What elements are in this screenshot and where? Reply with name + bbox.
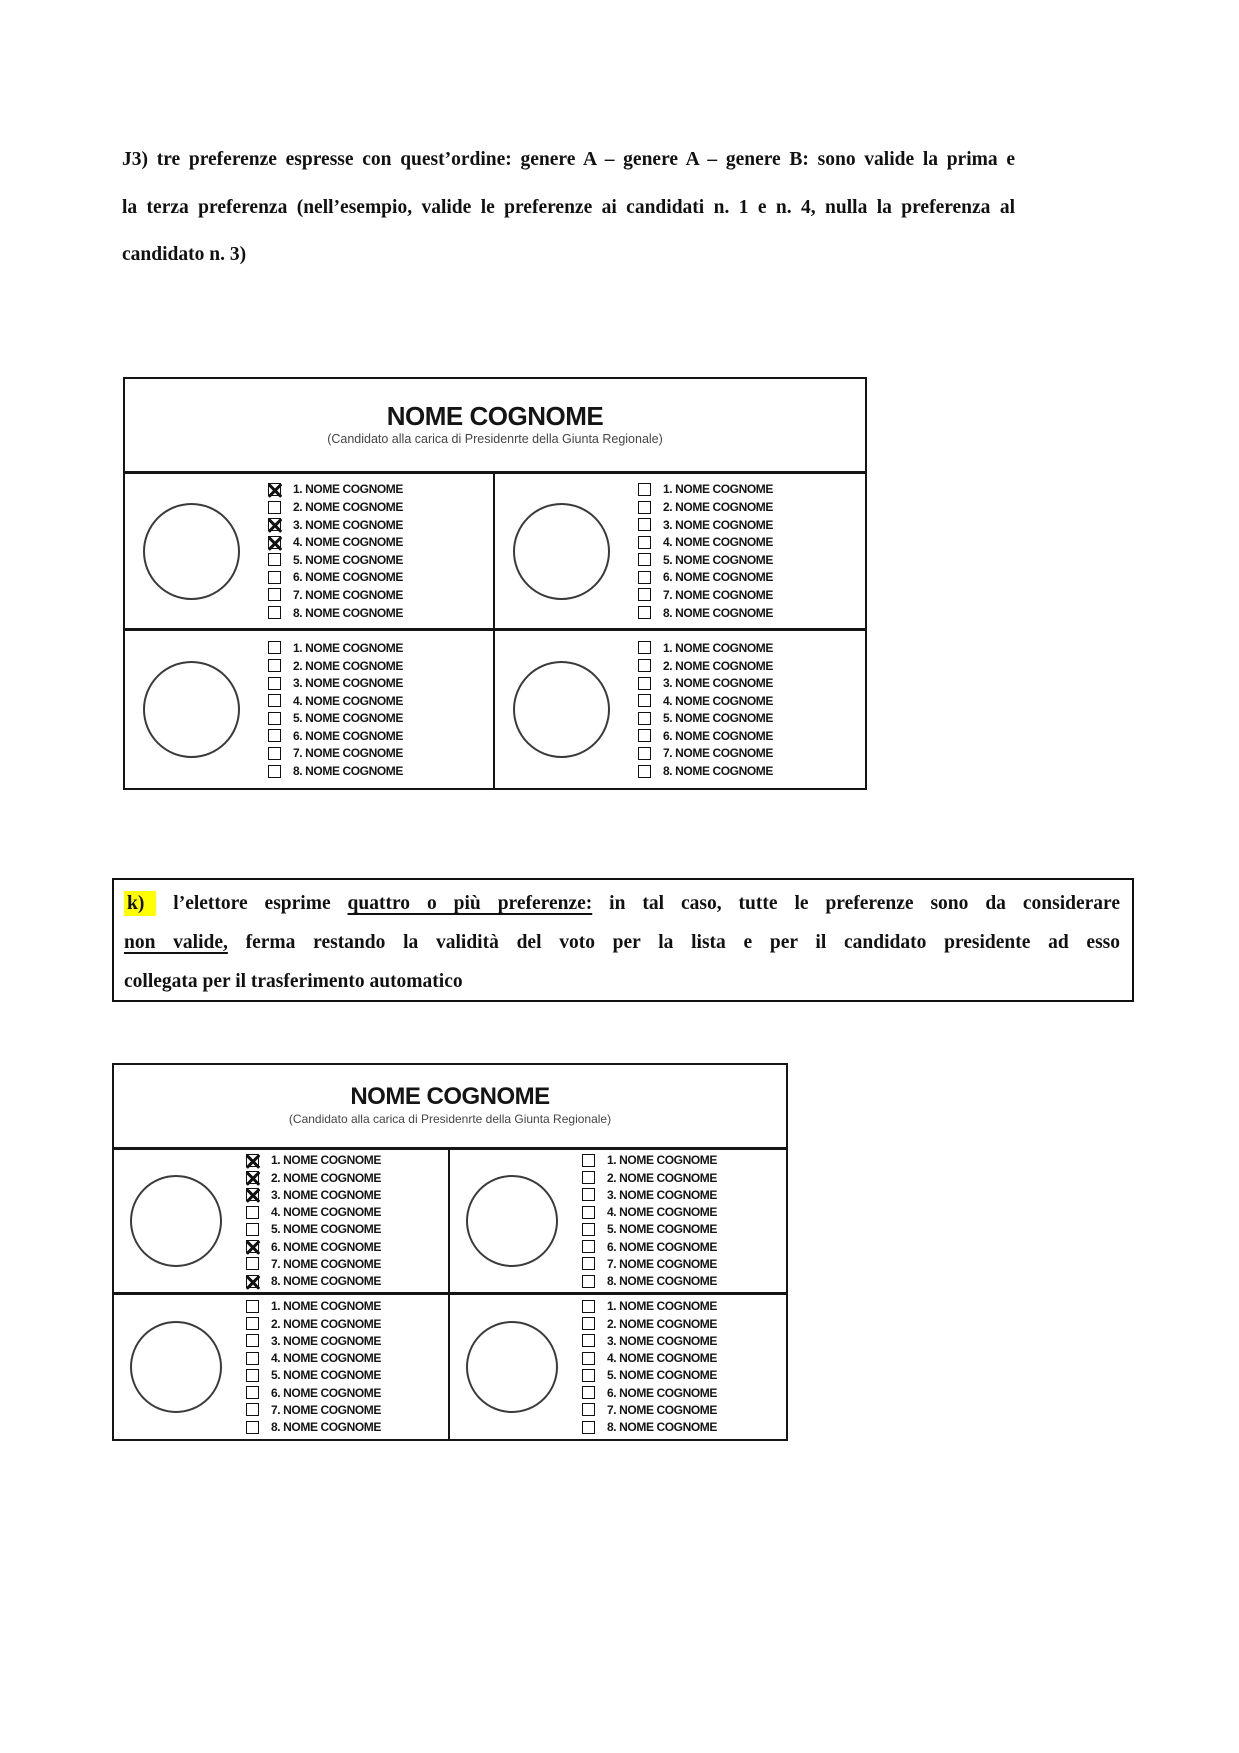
- preference-checkbox[interactable]: [268, 641, 281, 654]
- preference-checkbox[interactable]: [246, 1223, 259, 1236]
- preference-label: 7. NOME COGNOME: [607, 1402, 718, 1417]
- preference-label: 4. NOME COGNOME: [293, 535, 404, 550]
- preference-label: 8. NOME COGNOME: [607, 1274, 718, 1289]
- list-symbol-circle[interactable]: [466, 1321, 558, 1413]
- paragraph-line: candidato n. 3): [122, 244, 247, 265]
- preference-row: [268, 710, 403, 728]
- preference-checkbox[interactable]: [268, 501, 281, 514]
- preference-list: [246, 1152, 381, 1290]
- preference-checkbox[interactable]: [582, 1171, 595, 1184]
- ballot-candidate-role: (Candidato alla carica di Presidenrte della Giunta Regionale): [288, 1112, 612, 1126]
- preference-row: [246, 1273, 381, 1290]
- ballot-quadrant: [125, 631, 495, 788]
- preference-row: [582, 1332, 717, 1349]
- preference-label: 6. NOME COGNOME: [663, 570, 774, 585]
- preference-row: [638, 762, 773, 780]
- preference-row: [582, 1349, 717, 1366]
- preference-checkbox[interactable]: [268, 747, 281, 760]
- preference-label: 8. NOME COGNOME: [607, 1420, 718, 1435]
- preference-checkbox[interactable]: [638, 553, 651, 566]
- preference-label: 4. NOME COGNOME: [293, 693, 404, 708]
- preference-label: 8. NOME COGNOME: [663, 605, 774, 620]
- preference-checkbox[interactable]: [638, 606, 651, 619]
- preference-label: 1. NOME COGNOME: [293, 482, 404, 497]
- preference-row: [246, 1221, 381, 1238]
- preference-label: 5. NOME COGNOME: [607, 1222, 718, 1237]
- preference-row: [268, 674, 403, 692]
- preference-label: 7. NOME COGNOME: [293, 746, 404, 761]
- ballot-specimen-1: [123, 377, 867, 790]
- preference-label: 3. NOME COGNOME: [271, 1333, 382, 1348]
- preference-row: [638, 710, 773, 728]
- preference-label: 1. NOME COGNOME: [607, 1299, 718, 1314]
- preference-checkbox[interactable]: [582, 1223, 595, 1236]
- preference-row: [268, 481, 403, 499]
- preference-row: [268, 533, 403, 551]
- preference-checkbox[interactable]: [638, 641, 651, 654]
- note-k-line: [124, 962, 1120, 1001]
- preference-checkbox[interactable]: [246, 1403, 259, 1416]
- preference-label: 7. NOME COGNOME: [271, 1402, 382, 1417]
- preference-checkbox-marked[interactable]: [268, 483, 281, 496]
- preference-label: 1. NOME COGNOME: [293, 640, 404, 655]
- paragraph-line: J3) tre preferenze espresse con quest’ordine: genere A – genere A – genere B: sono valide la prima e: [122, 149, 1015, 170]
- preference-checkbox[interactable]: [268, 659, 281, 672]
- preference-row: [268, 692, 403, 710]
- preference-row: [268, 551, 403, 569]
- note-k-text: ferma restando la validità del voto per la lista e per il candidato presidente ad esso: [227, 932, 1120, 953]
- note-k-line: [124, 884, 1120, 923]
- note-k-highlighted-label: k): [124, 891, 156, 916]
- preference-label: 8. NOME COGNOME: [271, 1274, 382, 1289]
- preference-row: [582, 1401, 717, 1418]
- preference-checkbox[interactable]: [246, 1386, 259, 1399]
- preference-checkbox[interactable]: [246, 1352, 259, 1365]
- list-symbol-circle[interactable]: [143, 503, 240, 600]
- preference-checkbox[interactable]: [582, 1275, 595, 1288]
- preference-row: [246, 1169, 381, 1186]
- list-symbol-circle[interactable]: [130, 1321, 222, 1413]
- preference-list: [638, 639, 773, 780]
- ballot-header: [125, 379, 865, 474]
- preference-label: 8. NOME COGNOME: [293, 605, 404, 620]
- preference-label: 4. NOME COGNOME: [663, 535, 774, 550]
- preference-label: 3. NOME COGNOME: [271, 1187, 382, 1202]
- list-symbol-circle[interactable]: [513, 503, 610, 600]
- preference-label: 5. NOME COGNOME: [607, 1368, 718, 1383]
- preference-label: 7. NOME COGNOME: [293, 587, 404, 602]
- note-k-text: in tal caso, tutte le preferenze sono da considerare: [592, 893, 1120, 914]
- preference-row: [246, 1367, 381, 1384]
- preference-checkbox-marked[interactable]: [246, 1275, 259, 1288]
- preference-checkbox-marked[interactable]: [246, 1188, 259, 1201]
- preference-row: [268, 762, 403, 780]
- ballot-quadrant: [495, 631, 865, 788]
- preference-checkbox[interactable]: [268, 571, 281, 584]
- ballot-quadrant: [114, 1150, 450, 1295]
- preference-checkbox[interactable]: [246, 1421, 259, 1434]
- note-k-text: l’elettore esprime: [156, 893, 348, 914]
- preference-checkbox-marked[interactable]: [246, 1240, 259, 1253]
- paragraph-line: la terza preferenza (nell’esempio, valide le preferenze ai candidati n. 1 e n. 4, nulla la preferenza al: [122, 196, 1015, 218]
- ballot-body: [114, 1150, 786, 1439]
- preference-row: [246, 1152, 381, 1169]
- preference-label: 1. NOME COGNOME: [271, 1299, 382, 1314]
- preference-checkbox[interactable]: [582, 1334, 595, 1347]
- note-k-line: [124, 923, 1120, 962]
- preference-row: [638, 498, 773, 516]
- preference-label: 2. NOME COGNOME: [293, 658, 404, 673]
- preference-label: 8. NOME COGNOME: [271, 1420, 382, 1435]
- preference-checkbox[interactable]: [246, 1334, 259, 1347]
- preference-label: 5. NOME COGNOME: [271, 1368, 382, 1383]
- ballot-specimen-2: [112, 1063, 788, 1441]
- preference-label: 5. NOME COGNOME: [663, 552, 774, 567]
- preference-label: 2. NOME COGNOME: [607, 1316, 718, 1331]
- preference-label: 6. NOME COGNOME: [271, 1239, 382, 1254]
- preference-row: [638, 657, 773, 675]
- list-symbol-circle[interactable]: [130, 1175, 222, 1267]
- preference-list: [268, 481, 403, 622]
- preference-row: [638, 516, 773, 534]
- ballot-candidate-name: NOME COGNOME: [350, 1083, 550, 1110]
- preference-row: [638, 586, 773, 604]
- ballot-candidate-name: NOME COGNOME: [386, 400, 604, 431]
- preference-row: [268, 657, 403, 675]
- preference-checkbox[interactable]: [582, 1206, 595, 1219]
- preference-row: [268, 586, 403, 604]
- preference-label: 4. NOME COGNOME: [607, 1351, 718, 1366]
- ballot-header: [114, 1065, 786, 1150]
- preference-label: 3. NOME COGNOME: [663, 517, 774, 532]
- preference-label: 3. NOME COGNOME: [293, 676, 404, 691]
- preference-checkbox[interactable]: [582, 1352, 595, 1365]
- preference-row: [268, 498, 403, 516]
- preference-checkbox[interactable]: [268, 712, 281, 725]
- preference-row: [246, 1384, 381, 1401]
- preference-row: [268, 516, 403, 534]
- preference-checkbox[interactable]: [246, 1369, 259, 1382]
- paragraph-j3: [122, 136, 1015, 279]
- preference-checkbox[interactable]: [268, 677, 281, 690]
- preference-row: [268, 727, 403, 745]
- preference-label: 3. NOME COGNOME: [663, 676, 774, 691]
- preference-row: [582, 1367, 717, 1384]
- ballot-quadrant: [450, 1150, 786, 1295]
- preference-label: 2. NOME COGNOME: [271, 1170, 382, 1185]
- preference-label: 5. NOME COGNOME: [293, 552, 404, 567]
- preference-row: [246, 1315, 381, 1332]
- preference-checkbox[interactable]: [638, 712, 651, 725]
- preference-label: 2. NOME COGNOME: [663, 500, 774, 515]
- preference-row: [246, 1203, 381, 1220]
- preference-row: [638, 745, 773, 763]
- preference-row: [638, 604, 773, 622]
- preference-checkbox[interactable]: [582, 1300, 595, 1313]
- preference-row: [638, 692, 773, 710]
- preference-label: 7. NOME COGNOME: [271, 1256, 382, 1271]
- preference-row: [268, 745, 403, 763]
- preference-row: [246, 1349, 381, 1366]
- preference-checkbox[interactable]: [582, 1386, 595, 1399]
- preference-checkbox[interactable]: [582, 1421, 595, 1434]
- preference-checkbox[interactable]: [582, 1188, 595, 1201]
- preference-list: [582, 1152, 717, 1290]
- note-k-box: [112, 878, 1134, 1002]
- preference-checkbox[interactable]: [268, 553, 281, 566]
- preference-row: [638, 551, 773, 569]
- preference-checkbox[interactable]: [268, 694, 281, 707]
- preference-label: 4. NOME COGNOME: [271, 1205, 382, 1220]
- preference-label: 4. NOME COGNOME: [663, 693, 774, 708]
- preference-row: [268, 639, 403, 657]
- preference-row: [638, 569, 773, 587]
- preference-label: 6. NOME COGNOME: [293, 570, 404, 585]
- preference-row: [246, 1298, 381, 1315]
- ballot-quadrant: [450, 1295, 786, 1440]
- preference-checkbox[interactable]: [638, 765, 651, 778]
- preference-checkbox[interactable]: [638, 501, 651, 514]
- preference-label: 1. NOME COGNOME: [663, 640, 774, 655]
- preference-row: [582, 1273, 717, 1290]
- preference-label: 2. NOME COGNOME: [607, 1170, 718, 1185]
- preference-checkbox[interactable]: [638, 518, 651, 531]
- list-symbol-circle[interactable]: [513, 661, 610, 758]
- preference-checkbox-marked[interactable]: [246, 1154, 259, 1167]
- preference-list: [268, 639, 403, 780]
- preference-label: 2. NOME COGNOME: [293, 500, 404, 515]
- preference-label: 4. NOME COGNOME: [271, 1351, 382, 1366]
- list-symbol-circle[interactable]: [466, 1175, 558, 1267]
- preference-row: [582, 1152, 717, 1169]
- preference-checkbox[interactable]: [638, 747, 651, 760]
- preference-label: 2. NOME COGNOME: [663, 658, 774, 673]
- preference-row: [268, 569, 403, 587]
- note-k-underlined-text: non valide,: [124, 932, 228, 953]
- preference-checkbox[interactable]: [638, 659, 651, 672]
- preference-row: [582, 1255, 717, 1272]
- preference-row: [582, 1238, 717, 1255]
- preference-row: [582, 1298, 717, 1315]
- preference-label: 1. NOME COGNOME: [663, 482, 774, 497]
- preference-row: [582, 1221, 717, 1238]
- preference-row: [246, 1332, 381, 1349]
- preference-checkbox[interactable]: [638, 483, 651, 496]
- preference-row: [246, 1238, 381, 1255]
- preference-checkbox[interactable]: [246, 1317, 259, 1330]
- preference-checkbox[interactable]: [582, 1317, 595, 1330]
- preference-label: 3. NOME COGNOME: [607, 1333, 718, 1348]
- ballot-body: [125, 474, 865, 788]
- preference-checkbox[interactable]: [268, 588, 281, 601]
- preference-checkbox[interactable]: [638, 729, 651, 742]
- preference-checkbox-marked[interactable]: [246, 1171, 259, 1184]
- preference-checkbox[interactable]: [582, 1240, 595, 1253]
- preference-row: [246, 1419, 381, 1436]
- preference-row: [638, 727, 773, 745]
- preference-label: 3. NOME COGNOME: [607, 1187, 718, 1202]
- preference-checkbox[interactable]: [638, 694, 651, 707]
- ballot-quadrant: [114, 1295, 450, 1440]
- preference-label: 1. NOME COGNOME: [607, 1153, 718, 1168]
- preference-checkbox[interactable]: [638, 571, 651, 584]
- preference-checkbox-marked[interactable]: [268, 518, 281, 531]
- preference-row: [268, 604, 403, 622]
- preference-row: [638, 481, 773, 499]
- preference-label: 6. NOME COGNOME: [607, 1239, 718, 1254]
- preference-list: [582, 1298, 717, 1436]
- preference-row: [582, 1315, 717, 1332]
- preference-label: 7. NOME COGNOME: [607, 1256, 718, 1271]
- preference-label: 7. NOME COGNOME: [663, 587, 774, 602]
- preference-label: 1. NOME COGNOME: [271, 1153, 382, 1168]
- preference-checkbox[interactable]: [246, 1257, 259, 1270]
- preference-label: 5. NOME COGNOME: [293, 711, 404, 726]
- preference-row: [246, 1401, 381, 1418]
- preference-label: 6. NOME COGNOME: [663, 728, 774, 743]
- preference-row: [582, 1419, 717, 1436]
- preference-row: [638, 674, 773, 692]
- preference-row: [246, 1186, 381, 1203]
- preference-checkbox[interactable]: [638, 588, 651, 601]
- preference-label: 6. NOME COGNOME: [293, 728, 404, 743]
- ballot-candidate-role: (Candidato alla carica di Presidenrte della Giunta Regionale): [327, 431, 663, 446]
- preference-checkbox[interactable]: [268, 606, 281, 619]
- ballot-quadrant: [495, 474, 865, 631]
- preference-checkbox[interactable]: [638, 677, 651, 690]
- preference-list: [638, 481, 773, 622]
- preference-label: 2. NOME COGNOME: [271, 1316, 382, 1331]
- preference-checkbox[interactable]: [246, 1206, 259, 1219]
- preference-checkbox[interactable]: [582, 1403, 595, 1416]
- preference-label: 5. NOME COGNOME: [663, 711, 774, 726]
- list-symbol-circle[interactable]: [143, 661, 240, 758]
- preference-label: 7. NOME COGNOME: [663, 746, 774, 761]
- preference-checkbox[interactable]: [268, 765, 281, 778]
- preference-label: 4. NOME COGNOME: [607, 1205, 718, 1220]
- preference-checkbox[interactable]: [246, 1300, 259, 1313]
- note-k-text: collegata per il trasferimento automatico: [124, 971, 463, 992]
- preference-checkbox[interactable]: [582, 1257, 595, 1270]
- preference-checkbox-marked[interactable]: [268, 536, 281, 549]
- preference-label: 8. NOME COGNOME: [293, 764, 404, 779]
- preference-checkbox[interactable]: [638, 536, 651, 549]
- preference-label: 6. NOME COGNOME: [607, 1385, 718, 1400]
- preference-row: [582, 1169, 717, 1186]
- preference-label: 6. NOME COGNOME: [271, 1385, 382, 1400]
- preference-row: [582, 1384, 717, 1401]
- preference-row: [638, 639, 773, 657]
- preference-checkbox[interactable]: [582, 1369, 595, 1382]
- preference-label: 3. NOME COGNOME: [293, 517, 404, 532]
- ballot-quadrant: [125, 474, 495, 631]
- preference-row: [582, 1186, 717, 1203]
- preference-list: [246, 1298, 381, 1436]
- note-k-underlined-text: quattro o più preferenze:: [347, 893, 593, 914]
- preference-label: 5. NOME COGNOME: [271, 1222, 382, 1237]
- preference-row: [582, 1203, 717, 1220]
- preference-label: 8. NOME COGNOME: [663, 764, 774, 779]
- preference-checkbox[interactable]: [582, 1154, 595, 1167]
- preference-row: [638, 533, 773, 551]
- preference-row: [246, 1255, 381, 1272]
- preference-checkbox[interactable]: [268, 729, 281, 742]
